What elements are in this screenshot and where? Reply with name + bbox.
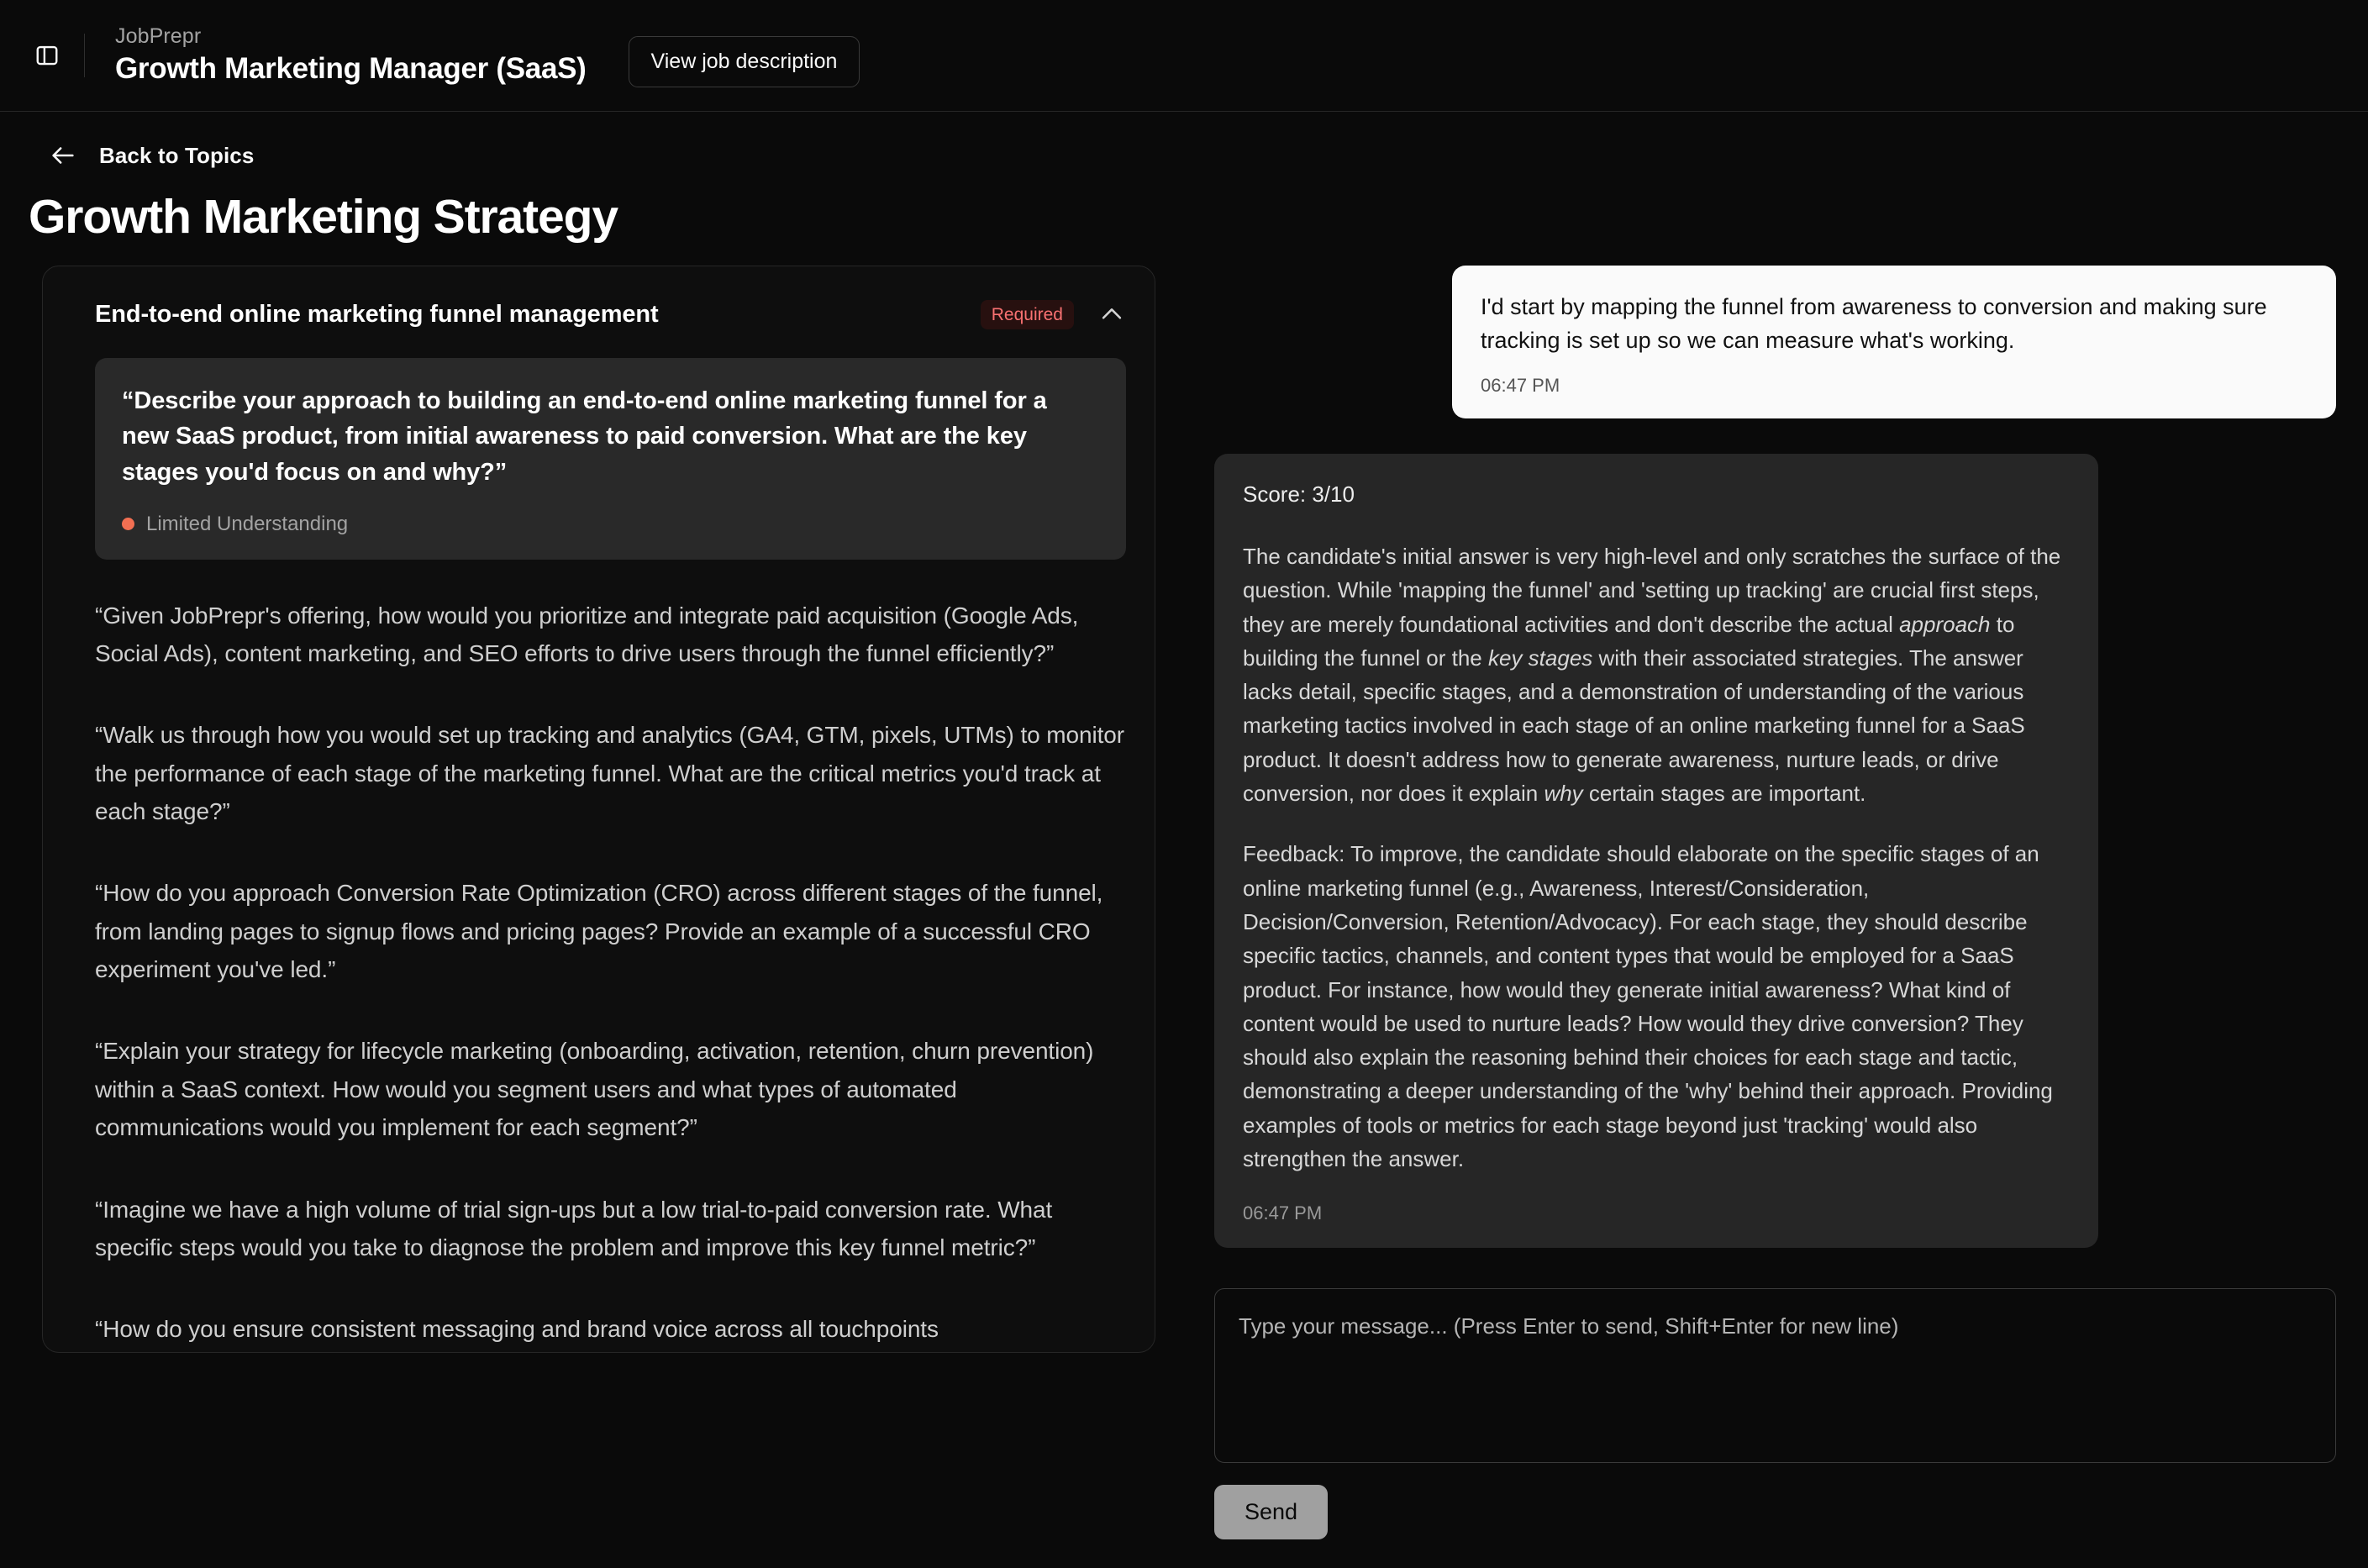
topic-card (42, 266, 1155, 1353)
list-item[interactable]: “Walk us through how you would set up tracking and analytics (GA4, GTM, pixels, UTMs) to monitor the performance of each stage of the marketing funnel. What are the critical metrics you'd track at each stage?” (95, 722, 1124, 824)
chat-column (1214, 266, 2336, 1544)
status-label: Limited Understanding (146, 512, 349, 535)
user-message-text: I'd start by mapping the funnel from awareness to conversion and making sure tracking is set up so we can measure what's working. (1481, 293, 2267, 353)
message-composer (1214, 1288, 2336, 1539)
required-badge: Required (981, 300, 1074, 329)
ai-feedback-paragraph-2: Feedback: To improve, the candidate should elaborate on the specific stages of an online marketing funnel (e.g., Awareness, Interest/Consideration, Decision/Conversion, Retention/Advocacy). For each stage, they should describe specific tactics, channels, and content types that would be employed for a SaaS product. For instance, how would they generate initial awareness? What kind of content would be used to nurture leads? How would they drive conversion? They should also explain the reasoning behind their choices for each stage and tactic, demonstrating a deeper understanding of the 'why' behind their approach. Providing examples of tools or metrics for each stage beyond just 'tracking' would also strengthen the answer. (1243, 841, 2053, 1172)
ai-feedback-paragraph-1 (1243, 539, 2070, 810)
ai-feedback-bubble (1214, 454, 2098, 1249)
ai-emphasis-key-stages: key stages (1488, 645, 1593, 671)
view-job-description-button[interactable]: View job description (629, 36, 860, 87)
role-title: Growth Marketing Manager (SaaS) (115, 51, 587, 85)
user-message-timestamp: 06:47 PM (1481, 374, 1560, 396)
top-bar (0, 0, 2368, 112)
message-input[interactable] (1214, 1288, 2336, 1463)
panel-left-icon (34, 43, 60, 68)
back-navigation[interactable] (0, 112, 2368, 167)
topbar-titles (115, 25, 587, 86)
topic-title: End-to-end online marketing funnel management (95, 300, 659, 328)
chevron-up-icon[interactable] (1097, 300, 1126, 329)
back-to-topics-label[interactable]: Back to Topics (99, 142, 255, 168)
topics-column (42, 266, 1155, 1544)
ai-text-segment: to building the funnel or the (1243, 611, 2015, 671)
ai-emphasis-approach: approach (1899, 611, 1991, 637)
topic-card-header[interactable] (43, 266, 1155, 358)
send-button[interactable]: Send (1214, 1485, 1328, 1539)
list-item[interactable]: “Explain your strategy for lifecycle marketing (onboarding, activation, retention, churn prevention) within a SaaS context. How would you segment users and what types of automated communications would you implement for each segment?” (95, 1038, 1094, 1141)
list-item[interactable]: “How do you approach Conversion Rate Optimization (CRO) across different stages of the funnel, from landing pages to signup flows and pricing pages? Provide an example of a successful CRO experiment you've led.” (95, 880, 1103, 983)
ai-text-segment: certain stages are important. (1582, 781, 1866, 807)
list-item[interactable]: “Imagine we have a high volume of trial sign-ups but a low trial-to-paid conversion rate. What specific steps would you take to diagnose the problem and improve this key funnel metric?” (95, 1196, 1053, 1260)
sidebar-toggle-button[interactable] (29, 37, 66, 74)
chat-message-list (1214, 266, 2336, 1249)
ai-message-timestamp: 06:47 PM (1243, 1202, 1323, 1224)
list-item[interactable]: “How do you ensure consistent messaging and brand voice across all touchpoints (95, 1316, 939, 1343)
score-label: Score: 3/10 (1243, 481, 1355, 507)
ai-text-segment: The candidate's initial answer is very high-level and only scratches the surface of the question. While 'mapping the funnel' and 'setting up tracking' are crucial first steps, they are merely foundational activities and don't describe the actual (1243, 543, 2061, 637)
highlighted-question[interactable] (95, 358, 1126, 560)
page-title: Growth Marketing Strategy (29, 190, 618, 244)
brand-name: JobPrepr (115, 24, 202, 49)
user-message-bubble (1452, 266, 2336, 418)
ai-emphasis-why: why (1544, 781, 1583, 807)
ai-text-segment: with their associated strategies. The answer lacks detail, specific stages, and a demonstration of understanding of the various marketing tactics involved in each stage of an online marketing funnel for a SaaS product. It doesn't address how to generate awareness, nurture leads, or drive conversion, nor does it explain (1243, 645, 2025, 807)
question-status (122, 513, 1099, 536)
status-dot-icon (122, 518, 134, 530)
content-columns (0, 266, 2368, 1544)
arrow-left-icon[interactable] (49, 141, 77, 170)
list-item[interactable]: “Given JobPrepr's offering, how would you prioritize and integrate paid acquisition (Google Ads, Social Ads), content marketing, and SEO efforts to drive users through the funnel efficiently?” (95, 602, 1079, 666)
highlighted-question-text: “Describe your approach to building an end-to-end online marketing funnel for a new SaaS product, from initial awareness to paid conversion. What are the key stages you'd focus on and why?” (122, 387, 1047, 486)
topbar-divider (84, 34, 85, 77)
question-list (43, 560, 1155, 1349)
